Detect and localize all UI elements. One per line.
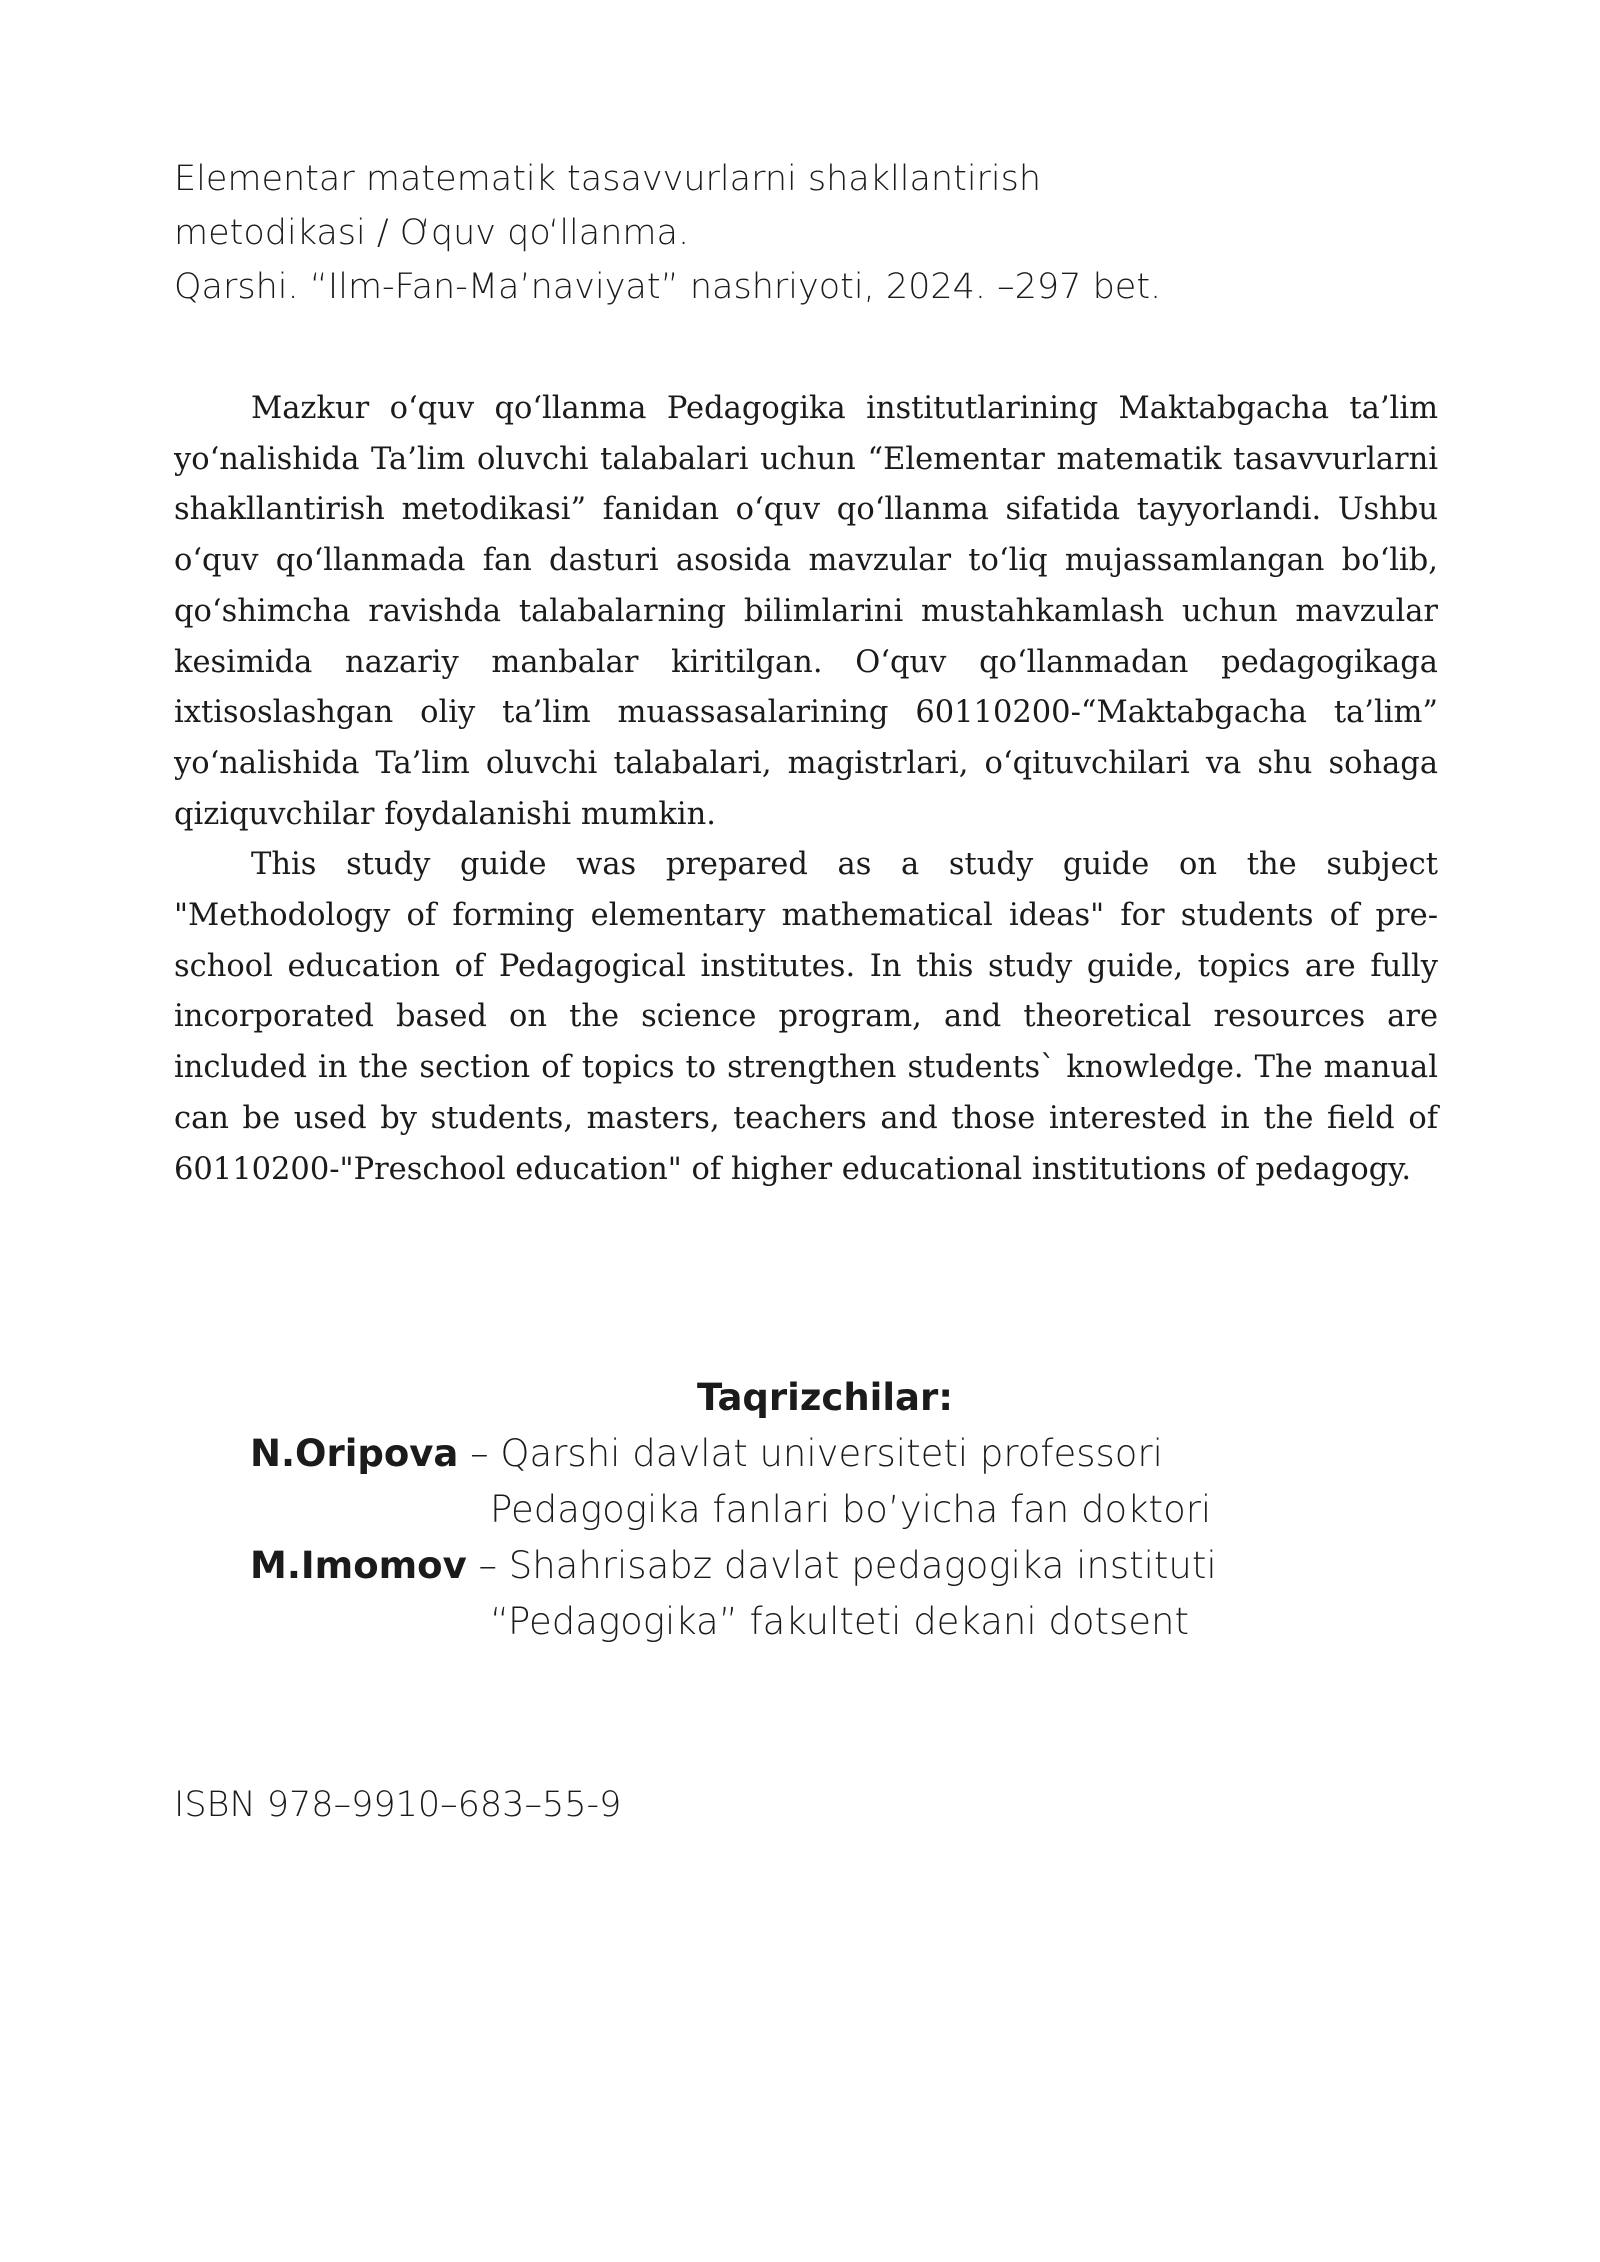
isbn: ISBN 978–9910–683–55-9 — [174, 1785, 622, 1825]
bibliographic-citation — [174, 152, 1474, 314]
citation-publisher-line: Qarshi. “Ilm-Fan-Ma’naviyat” nashriyoti, 2024. –297 bet. — [174, 267, 1162, 307]
reviewer-affiliation: – Qarshi davlat universiteti professori — [458, 1432, 1163, 1475]
abstract-uzbek: Mazkur o‘quv qo‘llanma Pedagogika institutlarining Maktabgacha ta’lim yo‘nalishida Ta’lim oluvchi talabalari uchun “Elementar matematik tasavvurlarni shakllantirish metodikasi” fanidan o‘quv qo‘llanma sifatida tayyorlandi. Ushbu o‘quv qo‘llanmada fan dasturi asosida mavzular to‘liq mujassamlangan bo‘lib, qo‘shimcha ravishda talabalarning bilimlarini mustahkamlash uchun mavzular kesimida nazariy manbalar kiritilgan. O‘quv qo‘llanmadan pedagogikaga ixtisoslashgan oliy ta’lim muassasalarining 60110200-“Maktabgacha ta’lim” yo‘nalishida Ta’lim oluvchi talabalari, magistrlari, o‘qituvchilari va shu sohaga qiziquvchilar foydalanishi mumkin. — [174, 391, 1438, 832]
reviewer-title: “Pedagogika” fakulteti dekani dotsent — [490, 1600, 1190, 1643]
reviewer-entry — [250, 1426, 1163, 1482]
abstract-english: This study guide was prepared as a study guide on the subject "Methodology of forming elementary mathematical ideas" for students of pre-school education of Pedagogical institutes. In this study guide, topics are fully incorporated based on the science program, and theoretical resources are included in the section of topics to strengthen students` knowledge. The manual can be used by students, masters, teachers and those interested in the field of 60110200-"Preschool education" of higher educational institutions of pedagogy. — [174, 847, 1438, 1187]
abstract — [174, 384, 1438, 1195]
reviewer-entry — [250, 1538, 1217, 1594]
reviewer-name: M.Imomov — [250, 1544, 467, 1587]
citation-subtitle-line: metodikasi / O‘quv qo‘llanma. — [174, 213, 690, 253]
reviewers-heading: Taqrizchilar: — [697, 1376, 954, 1419]
reviewer-title: Pedagogika fanlari bo’yicha fan doktori — [490, 1488, 1212, 1531]
reviewer-name: N.Oripova — [250, 1432, 459, 1475]
reviewer-affiliation: – Shahrisabz davlat pedagogika instituti — [466, 1544, 1217, 1587]
citation-title-line: Elementar matematik tasavvurlarni shakllantirish — [174, 159, 1042, 199]
